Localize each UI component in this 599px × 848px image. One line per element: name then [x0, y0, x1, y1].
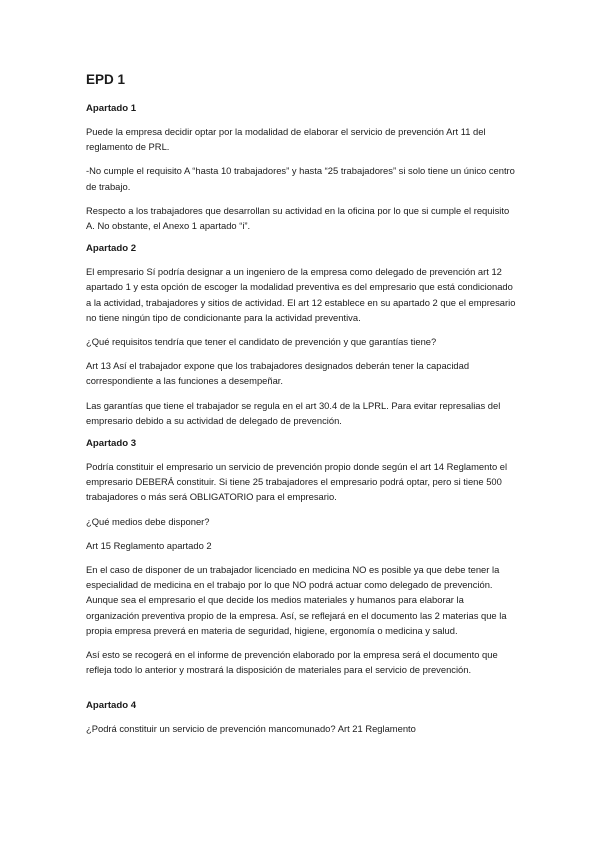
paragraph: Las garantías que tiene el trabajador se regula en el art 30.4 de la LPRL. Para evitar represalias del empresario debido a su actividad de delegado de prevención. [86, 399, 501, 426]
paragraph: Art 13 Así el trabajador expone que los trabajadores designados deberán tener la capacidad correspondiente a las funciones a desempeñar. [86, 360, 470, 387]
section-heading-apartado-2: Apartado 2 [86, 243, 137, 255]
paragraph: ¿Qué requisitos tendría que tener el candidato de prevención y que garantías tiene? [86, 336, 437, 348]
section-spacer [86, 686, 516, 699]
paragraph: El empresario Sí podría designar a un ingeniero de la empresa como delegado de prevención art 12 apartado 1 y esta opción de escoger la modalidad preventiva es del empresario que está condicionado a la actividad, trabajadores y sitios de actividad. El art 12 establece en su apartado 2 que el empresario no tiene ningún tipo de condicionante para la actividad preventiva. [86, 266, 516, 323]
paragraph: Podría constituir el empresario un servicio de prevención propio donde según el art 14 Reglamento el empresario DEBERÁ constituir. Si tiene 25 trabajadores el empresario podrá optar, pero si tiene 500 trabajadores o más será OBLIGATORIO para el empresario. [86, 461, 508, 503]
paragraph: Así esto se recogerá en el informe de prevención elaborado por la empresa será el documento que refleja todo lo anterior y mostrará la disposición de materiales para el servicio de prevención. [86, 649, 498, 676]
paragraph: ¿Podrá constituir un servicio de prevención mancomunado? Art 21 Reglamento [86, 723, 416, 735]
document-page [86, 72, 516, 746]
document-title: EPD 1 [86, 72, 126, 87]
paragraph: -No cumple el requisito A “hasta 10 trabajadores” y hasta “25 trabajadores” si solo tiene un único centro de trabajo. [86, 165, 515, 192]
section-heading-apartado-4: Apartado 4 [86, 700, 137, 712]
section-heading-apartado-1: Apartado 1 [86, 103, 137, 114]
paragraph: En el caso de disponer de un trabajador licenciado en medicina NO es posible ya que debe tener la especialidad de medicina en el trabajo por lo que NO podrá actuar como delegado de prevención. Aunque sea el empresario el que decide los medios materiales y humanos para elaborar la organización preventiva propio de la empresa. Así, se reflejará en el documento las 2 materias que la propia empresa preverá en materia de seguridad, higiene, ergonomía o medicina y salud. [86, 564, 507, 636]
paragraph: Puede la empresa decidir optar por la modalidad de elaborar el servicio de prevención Art 11 del reglamento de PRL. [86, 126, 486, 153]
section-heading-apartado-3: Apartado 3 [86, 438, 137, 450]
paragraph: Art 15 Reglamento apartado 2 [86, 539, 212, 551]
paragraph: ¿Qué medios debe disponer? [86, 515, 210, 527]
paragraph: Respecto a los trabajadores que desarrollan su actividad en la oficina por lo que si cumple el requisito A. No obstante, el Anexo 1 apartado “i”. [86, 204, 510, 232]
